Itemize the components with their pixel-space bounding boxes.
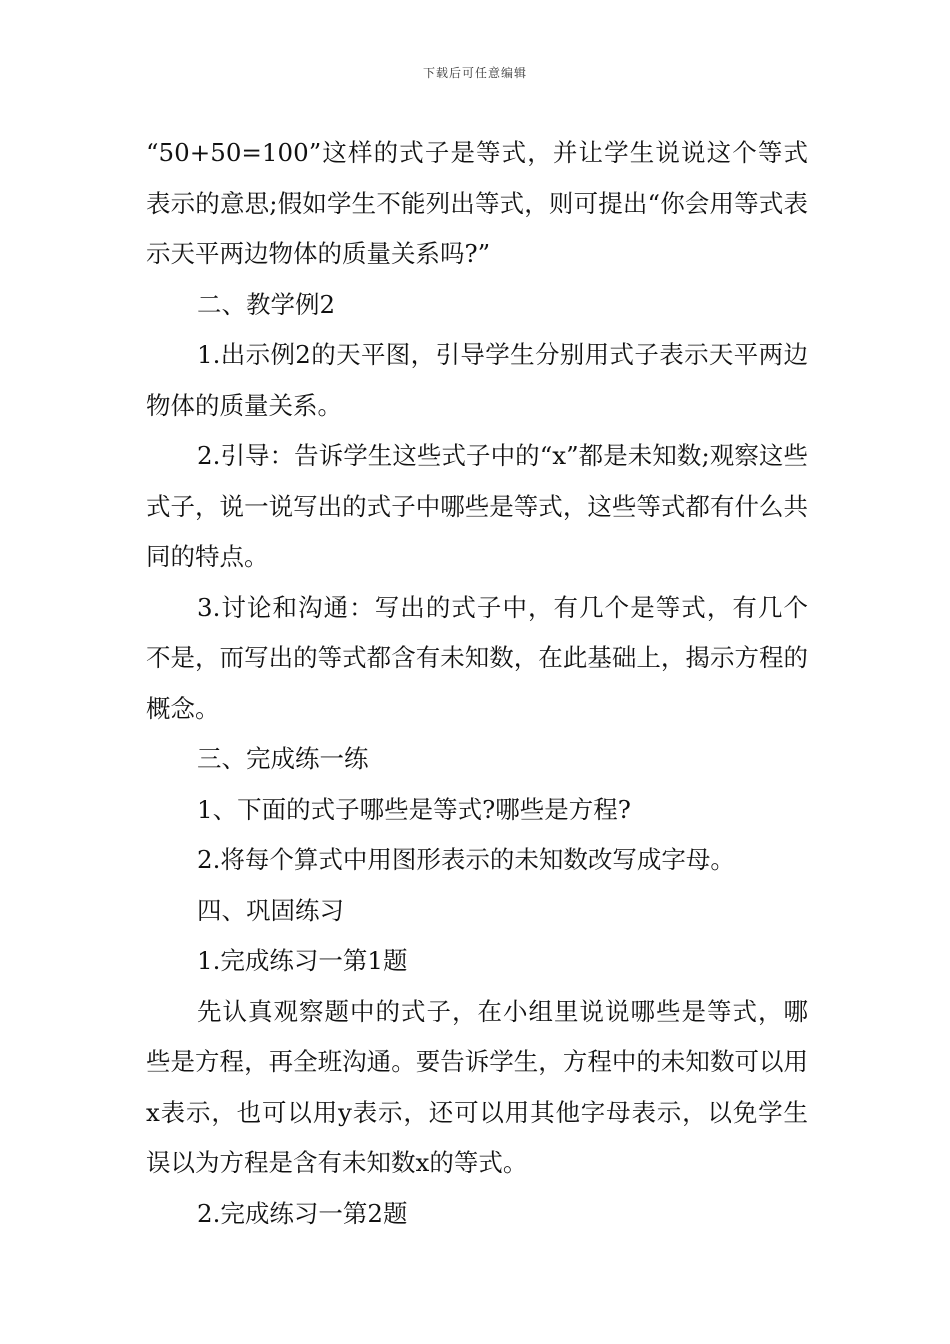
document-body xyxy=(146,128,808,1239)
paragraph-11: 先认真观察题中的式子，在小组里说说哪些是等式，哪些是方程，再全班沟通。要告诉学生，方程中的未知数可以用x表示，也可以用y表示，还可以用其他字母表示，以免学生误以为方程是含有未知数x的等式。 xyxy=(146,996,808,1177)
paragraph-5: 3.讨论和沟通：写出的式子中，有几个是等式，有几个不是，而写出的等式都含有未知数，在此基础上，揭示方程的概念。 xyxy=(146,592,808,723)
paragraph-6: 三、完成练一练 xyxy=(197,744,369,773)
paragraph-9: 四、巩固练习 xyxy=(197,895,344,925)
paragraph-1: “50+50=100”这样的式子是等式，并让学生说说这个等式表示的意思;假如学生不能列出等式，则可提出“你会用等式表示天平两边物体的质量关系吗?” xyxy=(146,138,808,268)
paragraph-12: 2.完成练习一第2题 xyxy=(197,1198,408,1228)
paragraph-8: 2.将每个算式中用图形表示的未知数改写成字母。 xyxy=(197,845,735,874)
paragraph-10: 1.完成练习一第1题 xyxy=(197,946,408,975)
paragraph-7: 1、下面的式子哪些是等式?哪些是方程? xyxy=(197,794,631,824)
paragraph-2: 二、教学例2 xyxy=(197,289,336,319)
page-header: 下载后可任意编辑 xyxy=(422,66,527,80)
paragraph-3: 1.出示例2的天平图，引导学生分别用式子表示天平两边物体的质量关系。 xyxy=(146,340,808,420)
paragraph-4: 2.引导：告诉学生这些式子中的“x”都是未知数;观察这些式子，说一说写出的式子中哪些是等式，这些等式都有什么共同的特点。 xyxy=(146,441,808,571)
